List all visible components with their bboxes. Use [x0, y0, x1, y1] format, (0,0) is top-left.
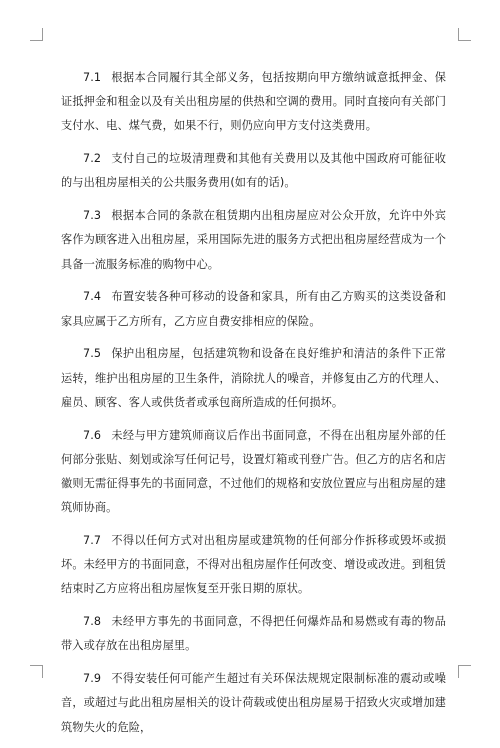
clause-number: 7.3 — [83, 209, 102, 223]
clause-number: 7.6 — [83, 428, 102, 442]
clause-text: 未经与甲方建筑师商议后作出书面同意，不得在出租房屋外部的任何部分张贴、刻划或涂写任何记号，设置灯箱或刊登广告。但乙方的店名和店徽则无需征得事先的书面同意，不过他们的规格和安放位置应与出租房屋的建筑师协商。 — [61, 428, 446, 515]
clause-number: 7.4 — [83, 290, 102, 304]
clause-7-2 — [61, 147, 446, 195]
document-body — [61, 66, 446, 748]
clause-text: 不得安装任何可能产生超过有关环保法规规定限制标准的震动或噪音，或超过与此出租房屋相关的设计荷载或使出租房屋易于招致火灾或增加建筑物失火的危险， — [61, 672, 446, 734]
clause-7-6 — [61, 424, 446, 521]
clause-text: 布置安装各种可移动的设备和家具，所有由乙方购买的这类设备和家具应属于乙方所有，乙方应自费安排相应的保险。 — [61, 290, 446, 328]
clause-7-7 — [61, 529, 446, 602]
clause-text: 未经甲方事先的书面同意，不得把任何爆炸品和易燃或有毒的物品带入或存放在出租房屋里。 — [61, 615, 446, 653]
clause-7-8 — [61, 610, 446, 658]
clause-text: 根据本合同的条款在租赁期内出租房屋应对公众开放，允许中外宾客作为顾客进入出租房屋，采用国际先进的服务方式把出租房屋经营成为一个具备一流服务标准的购物中心。 — [61, 209, 446, 271]
clause-number: 7.8 — [83, 615, 102, 629]
clause-7-4 — [61, 285, 446, 333]
clause-number: 7.9 — [83, 672, 102, 686]
clause-number: 7.5 — [83, 347, 102, 361]
clause-7-3 — [61, 204, 446, 277]
clause-text: 支付自己的垃圾清理费和其他有关费用以及其他中国政府可能征收的与出租房屋相关的公共服务费用(如有的话)。 — [61, 152, 446, 190]
crop-mark-bottom-right — [458, 665, 471, 678]
crop-mark-top-left — [30, 28, 43, 41]
clause-7-9 — [61, 667, 446, 740]
clause-text: 保护出租房屋，包括建筑物和设备在良好维护和清洁的条件下正常运转，维护出租房屋的卫生条件，消除扰人的噪音，并修复由乙方的代理人、雇员、顾客、客人或供货者或承包商所造成的任何损坏。 — [61, 347, 446, 409]
clause-text: 根据本合同履行其全部义务，包括按期向甲方缴纳诚意抵押金、保证抵押金和租金以及有关出租房屋的供热和空调的费用。同时直接向有关部门支付水、电、煤气费，如果不行，则仍应向甲方支付这类费用。 — [61, 71, 446, 133]
clause-7-1 — [61, 66, 446, 139]
clause-text: 不得以任何方式对出租房屋或建筑物的任何部分作拆移或毁坏或损坏。未经甲方的书面同意，不得对出租房屋作任何改变、增设或改进。到租赁结束时乙方应将出租房屋恢复至开张日期的原状。 — [61, 534, 446, 596]
clause-number: 7.1 — [83, 71, 102, 84]
crop-mark-top-right — [458, 28, 471, 41]
clause-number: 7.7 — [83, 534, 102, 548]
clause-number: 7.2 — [83, 152, 102, 166]
clause-7-5 — [61, 342, 446, 415]
crop-mark-bottom-left — [30, 665, 43, 678]
